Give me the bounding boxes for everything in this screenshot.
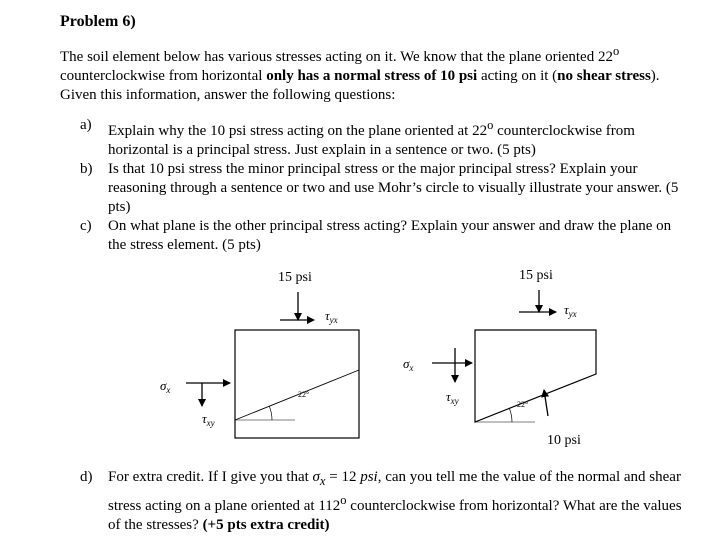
problem-title: Problem 6) [60, 13, 136, 30]
question-d [80, 468, 690, 535]
left-tau-yx-label: $\tau_{yx}$ [325, 308, 338, 325]
left-angle-label: 22° [298, 390, 310, 399]
right-tau-xy-label: $\tau_{xy}$ [446, 389, 459, 406]
problem-intro: The soil element below has various stresses acting on it. We know that the plane oriented 22$^o$ counterclockwise from horizontal only has a normal stress of 10 psi acting on it (no shear stress). Given this information, answer the following questions: [60, 44, 660, 103]
right-top-stress-label: 15 psi [519, 268, 553, 283]
right-stress-element [403, 268, 596, 448]
left-angle-arc [269, 406, 272, 420]
question-text: On what plane is the other principal stress acting? Explain your answer and draw the plane on the stress element. (5 pts) [108, 218, 672, 253]
left-inclined-plane [235, 370, 359, 420]
right-sigma-x-label: $\sigma_x$ [403, 356, 414, 373]
right-plane-stress-label: 10 psi [547, 433, 581, 448]
question-text: Explain why the 10 psi stress acting on the plane oriented at 22$^o$ counterclockwise from horizontal is a principal stress. Just explain in a sentence or two. (5 pts) [108, 118, 635, 158]
question-label: c) [80, 218, 92, 234]
question-list [80, 116, 690, 255]
left-element-square [235, 330, 359, 438]
left-top-stress-label: 15 psi [278, 270, 312, 285]
right-tau-yx-label: $\tau_{yx}$ [564, 302, 577, 319]
question-c [80, 217, 690, 255]
right-angle-arc [509, 408, 512, 422]
question-b [80, 160, 690, 217]
question-label: b) [80, 161, 93, 177]
left-stress-element [160, 270, 359, 438]
question-text: Is that 10 psi stress the minor principal stress or the major principal stress? Explain your reasoning through a sentence or two and use Mohr’s circle to visually illustrate your answer. (5 pts) [108, 161, 679, 215]
right-angle-label: 22° [517, 400, 529, 409]
left-sigma-x-label: $\sigma_x$ [160, 378, 171, 395]
question-text: For extra credit. If I give you that $\sigma_x = 12$ psi, can you tell me the value of the normal and shear stress acting on a plane oriented at 112$^o$ counterclockwise from horizontal? What are the values of the stresses? (+5 pts extra credit) [108, 469, 682, 533]
left-tau-xy-label: $\tau_{xy}$ [202, 411, 215, 428]
stress-element-figure [0, 262, 712, 462]
right-wedge-element [475, 330, 596, 422]
question-label: d) [80, 469, 93, 485]
question-label: a) [80, 117, 92, 133]
question-a [80, 116, 690, 160]
